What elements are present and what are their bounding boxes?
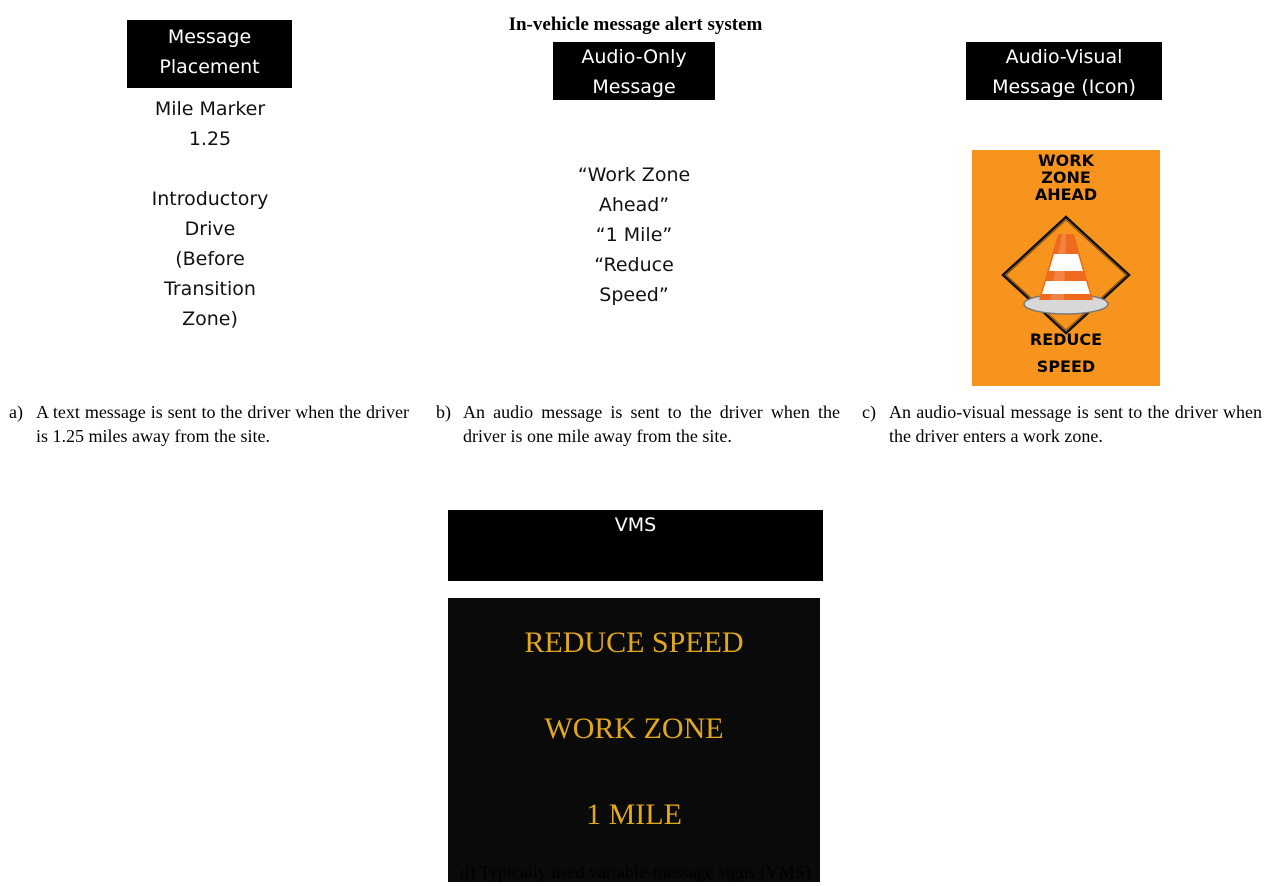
sign-line: WORK: [1038, 151, 1094, 170]
header-line: Audio-Only: [581, 46, 687, 68]
placement-line: Drive: [184, 218, 236, 240]
placement-text: [110, 94, 310, 334]
caption-label: c): [862, 402, 876, 422]
sign-line: REDUCE: [1029, 330, 1103, 349]
vms-line-3: 1 MILE: [586, 798, 682, 831]
caption-a: [9, 400, 409, 448]
audio-line: Ahead”: [598, 194, 670, 216]
audio-line: “Work Zone: [577, 164, 691, 186]
header-vms: VMS: [448, 510, 823, 581]
placement-line: Transition: [164, 278, 256, 300]
vms-line-2: WORK ZONE: [544, 712, 724, 745]
vms-line-1: REDUCE SPEED: [524, 626, 744, 659]
header-line: Message: [167, 26, 252, 48]
figure-title: In-vehicle message alert system: [508, 14, 763, 35]
placement-line: Zone): [182, 308, 238, 330]
sign-line: SPEED: [1036, 357, 1096, 376]
placement-line: Mile Marker: [154, 98, 266, 120]
caption-text: An audio message is sent to the driver when the driver is one mile away from the site.: [463, 402, 840, 446]
sign-bottom-text: [972, 326, 1160, 380]
work-zone-sign: [972, 150, 1160, 386]
audio-line: “1 Mile”: [595, 224, 673, 246]
placement-line: (Before: [175, 248, 245, 270]
header-line: Message (Icon): [992, 76, 1136, 98]
caption-label: b): [436, 402, 451, 422]
sign-line: ZONE: [1041, 168, 1091, 187]
audio-line: Speed”: [599, 284, 669, 306]
audio-line: “Reduce: [594, 254, 674, 276]
header-message-placement: [127, 20, 292, 88]
caption-b: [436, 400, 840, 448]
header-line: Message: [592, 76, 676, 98]
vms-board: [448, 598, 820, 882]
sign-line: AHEAD: [1034, 185, 1098, 204]
caption-c: [862, 400, 1262, 448]
header-line: Audio-Visual: [1005, 46, 1123, 68]
caption-label: a): [9, 402, 23, 422]
header-audio-visual-message: [966, 42, 1162, 100]
placement-line: Introductory: [151, 188, 269, 210]
caption-text: A text message is sent to the driver when the driver is 1.25 miles away from the site.: [36, 402, 409, 446]
audio-message-text: [534, 160, 734, 310]
header-line: Placement: [159, 56, 260, 78]
placement-line: 1.25: [188, 128, 232, 150]
placement-line: [110, 154, 310, 184]
caption-d: d) Typically used variable-message signs (VMS): [460, 862, 811, 882]
header-audio-only-message: [553, 42, 715, 100]
sign-top-text: [972, 152, 1160, 203]
caption-text: An audio-visual message is sent to the driver when the driver enters a work zone.: [889, 402, 1262, 446]
